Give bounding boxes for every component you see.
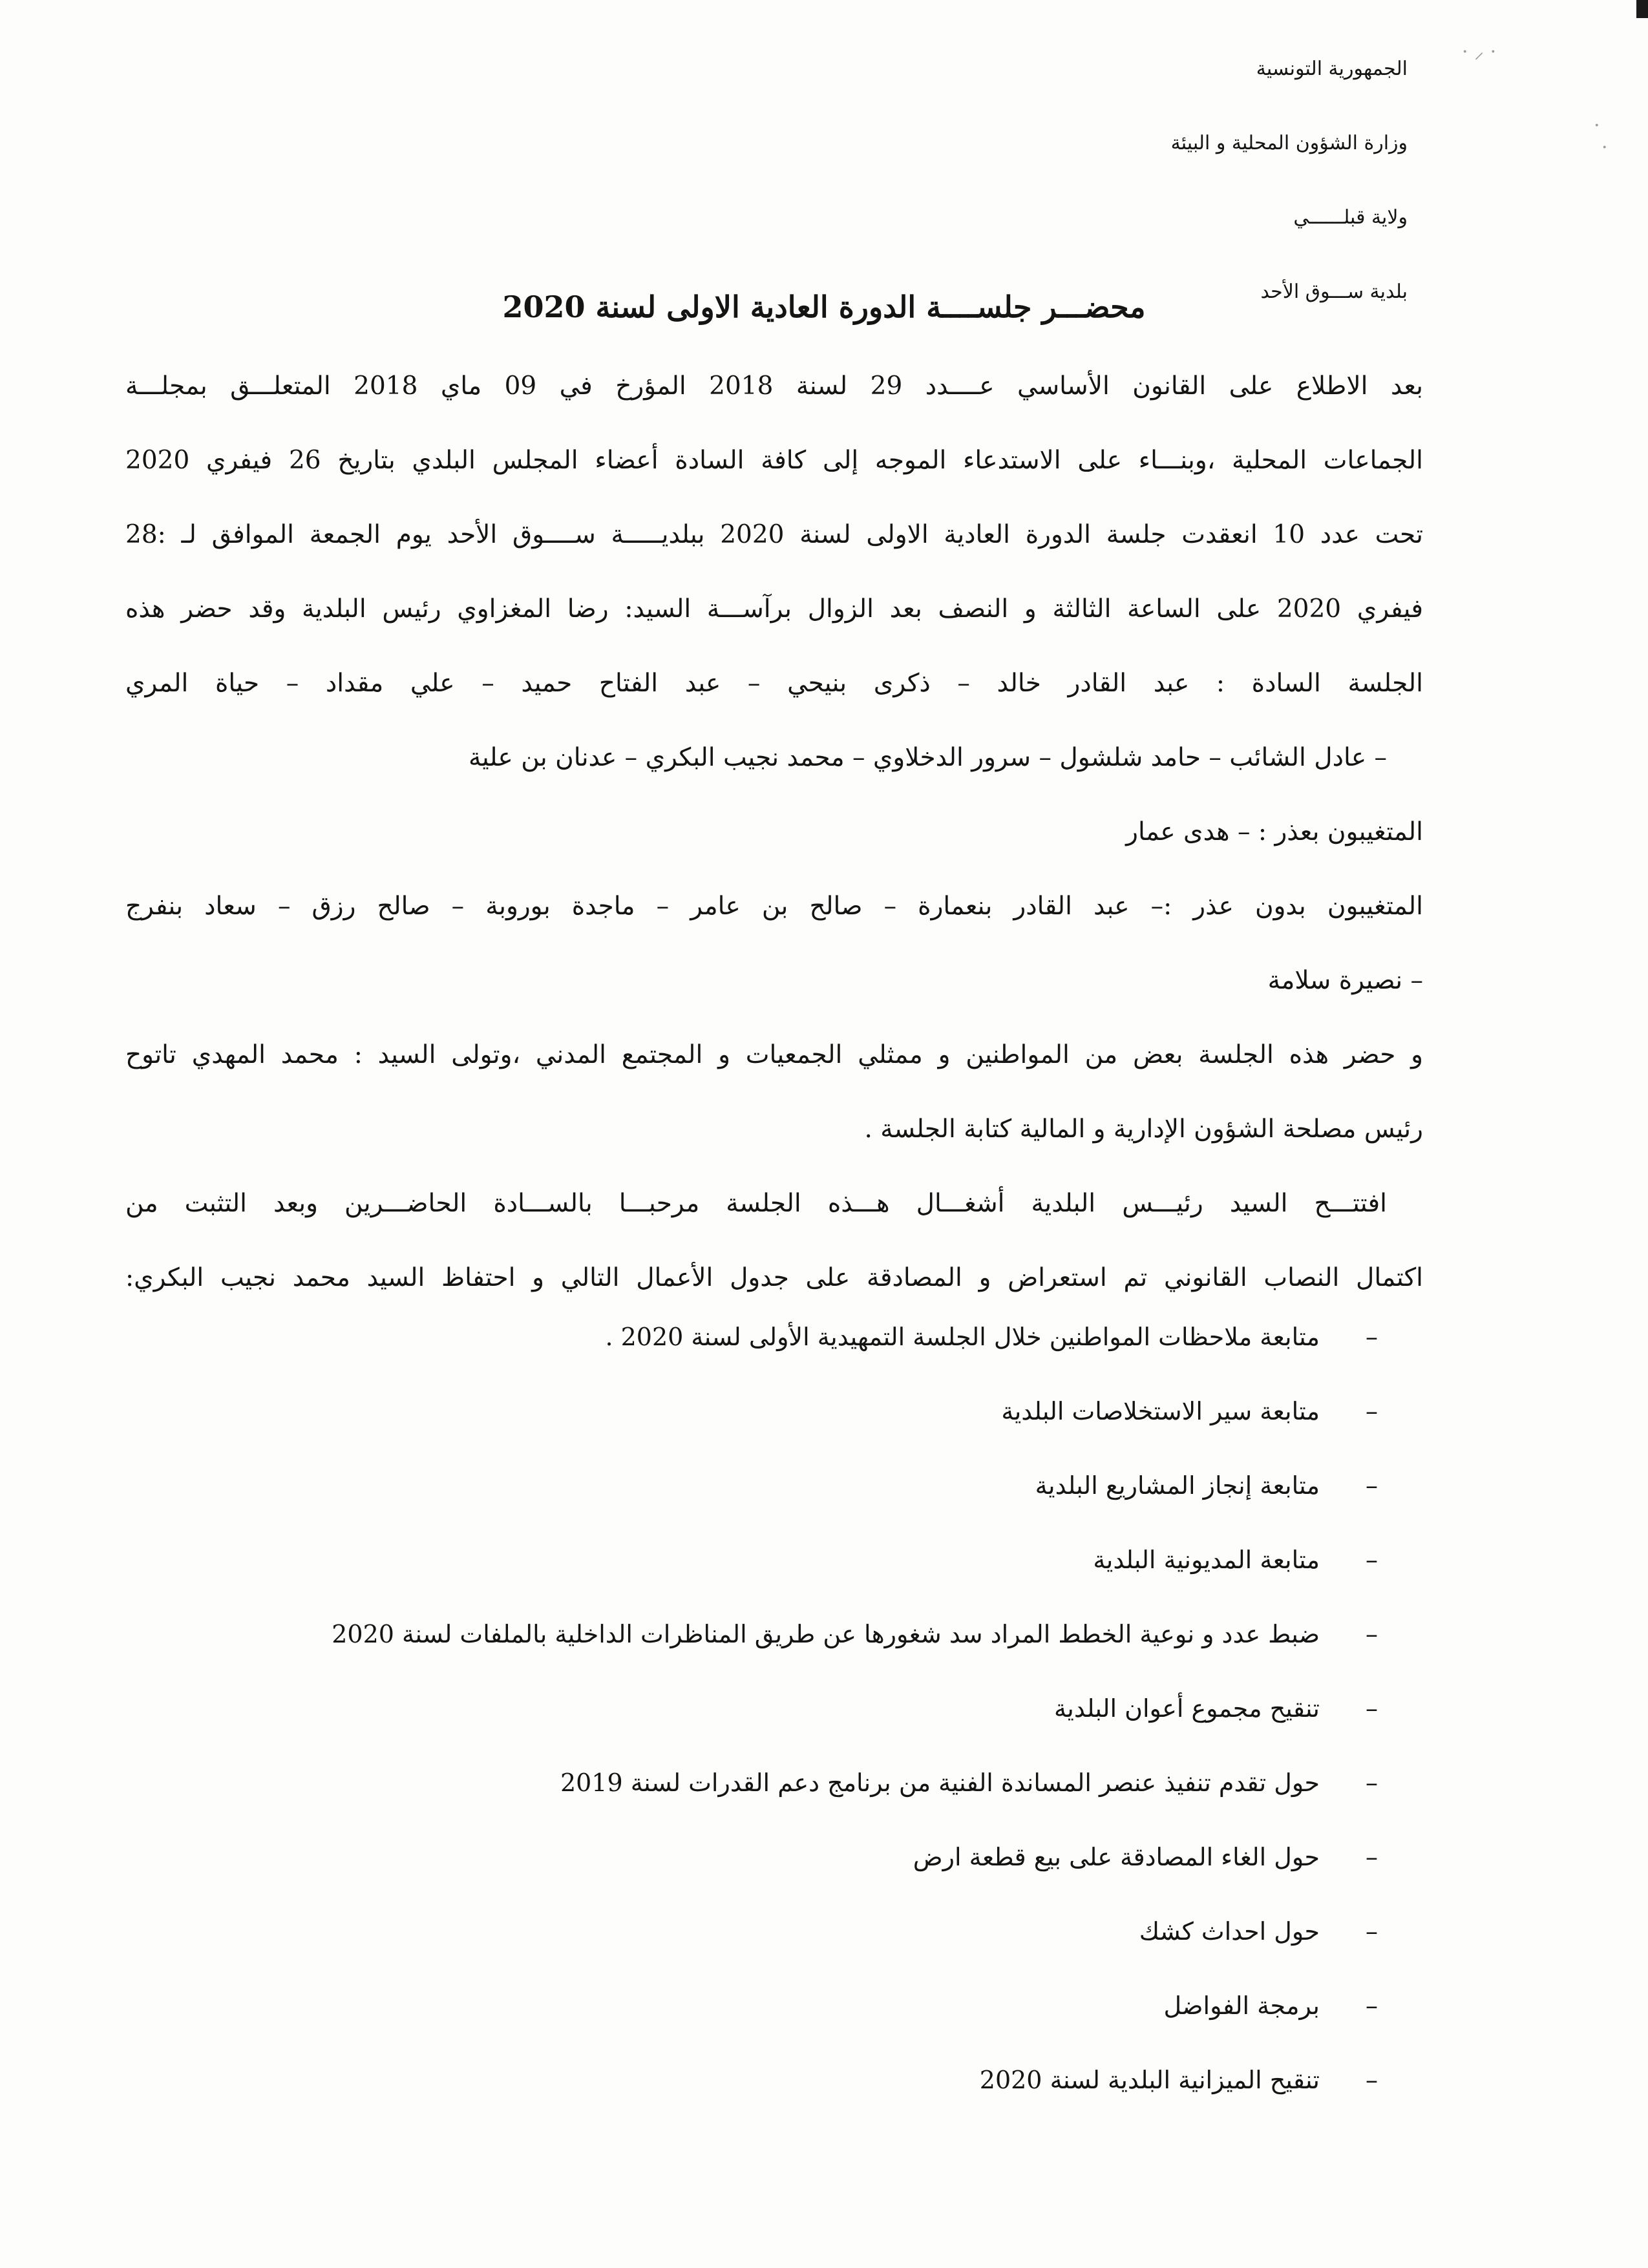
opening-line: اكتمال النصاب القانوني تم استعراض و المصادقة على جدول الأعمال التالي و احتفاظ السيد محمد نجيب البكري: — [125, 1263, 1423, 1292]
municipality-name: بلدية ســـوق الأحد — [1260, 280, 1408, 303]
attendees-line: الجلسة السادة : عبد القادر خالد – ذكرى بنيحي – عبد الفتاح حميد – علي مقداد – حياة المري — [125, 669, 1423, 698]
intro-line: بعد الاطلاع على القانون الأساسي عــــدد 29 لسنة 2018 المؤرخ في 09 ماي 2018 المتعلـــق بمجلـــة — [125, 372, 1424, 401]
opening-line: افتتـــح السيد رئيـــس البلدية أشغـــال هـــذه الجلسة مرحبـــا بالســـادة الحاضـــرين وبعد التثبت من — [125, 1189, 1387, 1218]
agenda-item-text: تنقيح مجموع أعوان البلدية — [1053, 1694, 1320, 1723]
agenda-item-text: حول احداث كشك — [1139, 1917, 1320, 1946]
agenda-item-text: حول الغاء المصادقة على بيع قطعة ارض — [913, 1843, 1320, 1871]
bullet-dash: – — [1366, 1991, 1378, 2020]
bullet-dash: – — [1366, 1843, 1378, 1871]
document-title: محضـــر جلســــة الدورة العادية الاولى لسنة 2020 — [502, 289, 1146, 324]
bullet-dash: – — [1366, 1397, 1378, 1425]
agenda-item-text: حول تقدم تنفيذ عنصر المساندة الفنية من برنامج دعم القدرات لسنة 2019 — [560, 1769, 1320, 1797]
ministry-name: وزارة الشؤون المحلية و البيئة — [1170, 132, 1408, 154]
agenda-item-text: برمجة الفواضل — [1163, 1991, 1320, 2020]
agenda-item — [150, 1895, 1378, 1969]
agenda-item — [150, 1746, 1378, 1820]
bullet-dash: – — [1366, 1323, 1378, 1351]
scan-speck: · — [1594, 114, 1600, 137]
intro-line: فيفري 2020 على الساعة الثالثة و النصف بعد الزوال برآســـة السيد: رضا المغزاوي رئيس البلدية وقد حضر هذه — [125, 594, 1423, 624]
bullet-dash: – — [1366, 1546, 1378, 1574]
bullet-dash: – — [1366, 1694, 1378, 1723]
attendees-line: – عادل الشائب – حامد شلشول – سرور الدخلاوي – محمد نجيب البكري – عدنان بن علية — [468, 743, 1387, 772]
agenda-item — [150, 1672, 1378, 1746]
agenda-item — [150, 1969, 1378, 2043]
absent-excused-line: المتغيبون بعذر : – هدى عمار — [1126, 817, 1423, 846]
absent-unexcused-line: – نصيرة سلامة — [1267, 966, 1423, 995]
bullet-dash: – — [1366, 1769, 1378, 1797]
bullet-dash: – — [1366, 2066, 1378, 2094]
bullet-dash: – — [1366, 1620, 1378, 1648]
minutes-body — [125, 349, 1423, 1315]
agenda-item-text: متابعة ملاحظات المواطنين خلال الجلسة التمهيدية الأولى لسنة 2020 . — [605, 1323, 1320, 1351]
attendance-line: رئيس مصلحة الشؤون الإدارية و المالية كتابة الجلسة . — [864, 1115, 1423, 1144]
bullet-dash: – — [1366, 1917, 1378, 1946]
scan-speck: · ⸝ · — [1462, 41, 1497, 63]
governorate-name: ولاية قبلــــــي — [1293, 206, 1408, 229]
agenda-item — [150, 1300, 1378, 1374]
scan-speck: · — [1601, 136, 1608, 159]
agenda-item — [150, 1449, 1378, 1523]
agenda-list — [150, 1300, 1378, 2117]
republic-name: الجمهورية التونسية — [1256, 58, 1408, 80]
agenda-item-text: ضبط عدد و نوعية الخطط المراد سد شغورها عن طريق المناظرات الداخلية بالملفات لسنة 2020 — [332, 1620, 1320, 1648]
intro-line: الجماعات المحلية ،وبنـــاء على الاستدعاء الموجه إلى كافة السادة أعضاء المجلس البلدي بتاريخ 26 فيفري 2020 — [125, 446, 1423, 475]
agenda-item — [150, 1597, 1378, 1672]
agenda-item-text: متابعة إنجاز المشاريع البلدية — [1035, 1471, 1320, 1500]
agenda-item — [150, 1374, 1378, 1449]
agenda-item — [150, 1820, 1378, 1895]
agenda-item — [150, 1523, 1378, 1597]
scan-edge-mark — [1636, 0, 1648, 18]
bullet-dash: – — [1366, 1471, 1378, 1500]
agenda-item-text: تنقيح الميزانية البلدية لسنة 2020 — [979, 2066, 1320, 2094]
agenda-item-text: متابعة المديونية البلدية — [1093, 1546, 1320, 1574]
intro-line: تحت عدد 10 انعقدت جلسة الدورة العادية الاولى لسنة 2020 ببلديـــــة ســــوق الأحد يوم الجمعة الموافق لـ :28 — [125, 520, 1423, 549]
attendance-line: و حضر هذه الجلسة بعض من المواطنين و ممثلي الجمعيات و المجتمع المدني ،وتولى السيد : محمد المهدي تاتوح — [125, 1040, 1423, 1069]
agenda-item-text: متابعة سير الاستخلاصات البلدية — [1001, 1397, 1320, 1425]
agenda-item — [150, 2043, 1378, 2117]
absent-unexcused-line: المتغيبون بدون عذر :– عبد القادر بنعمارة – صالح بن عامر – ماجدة بوروبة – صالح رزق – سعاد بنفرج — [125, 892, 1423, 921]
